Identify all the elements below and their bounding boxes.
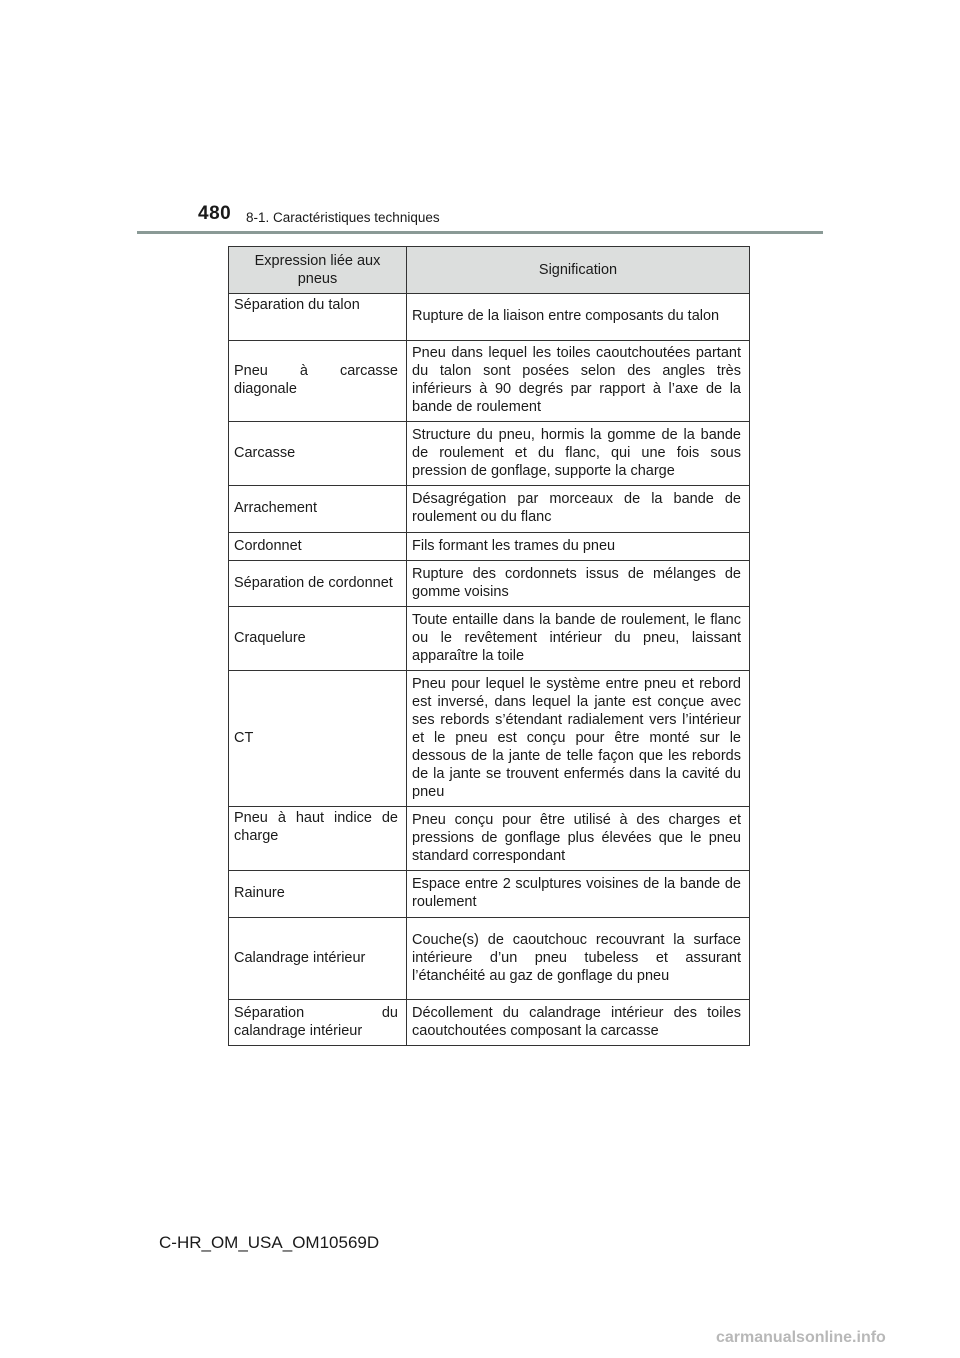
term-cell: Séparation du talon <box>229 294 407 341</box>
term-cell: Cordonnet <box>229 533 407 561</box>
term-cell: Arrachement <box>229 486 407 533</box>
term-cell: Calandrage intérieur <box>229 918 407 1000</box>
table-row <box>229 533 750 561</box>
definition-cell: Pneu pour lequel le système entre pneu et rebord est inversé, dans lequel la jante est conçue avec ses rebords s’étendant radialement vers l’intérieur et le pneu est conçu pour être monté sur le dessous de la jante de telle façon que les rebords de la jante se trouvent enfermés dans la cavité du pneu <box>407 671 750 807</box>
definition-cell: Désagrégation par morceaux de la bande de roulement ou du flanc <box>407 486 750 533</box>
watermark: carmanualsonline.info <box>716 1329 886 1346</box>
tire-terms-table <box>228 246 750 1046</box>
table-row <box>229 561 750 607</box>
definition-cell: Rupture des cordonnets issus de mélanges de gomme voisins <box>407 561 750 607</box>
table-row <box>229 607 750 671</box>
table-row <box>229 871 750 918</box>
document-id: C-HR_OM_USA_OM10569D <box>159 1233 380 1252</box>
definition-cell: Espace entre 2 sculptures voisines de la bande de roulement <box>407 871 750 918</box>
definition-cell: Couche(s) de caoutchouc recouvrant la surface intérieure d’un pneu tubeless et assurant l’étanchéité au gaz de gonflage du pneu <box>407 918 750 1000</box>
definition-cell: Décollement du calandrage intérieur des toiles caoutchoutées composant la carcasse <box>407 1000 750 1046</box>
definition-cell: Toute entaille dans la bande de roulement, le flanc ou le revêtement intérieur du pneu, laissant apparaître la toile <box>407 607 750 671</box>
column-header-term: Expression liée aux pneus <box>229 247 407 294</box>
table-row <box>229 807 750 871</box>
section-title: 8-1. Caractéristiques techniques <box>246 210 440 225</box>
term-cell: CT <box>229 671 407 807</box>
term-cell: Pneu à haut indice de charge <box>229 807 407 871</box>
table-header-row <box>229 247 750 294</box>
table-row <box>229 1000 750 1046</box>
term-cell: Séparation de cordonnet <box>229 561 407 607</box>
table-row <box>229 341 750 422</box>
definition-cell: Fils formant les trames du pneu <box>407 533 750 561</box>
table-row <box>229 918 750 1000</box>
term-cell: Rainure <box>229 871 407 918</box>
definition-cell: Rupture de la liaison entre composants du talon <box>407 294 750 341</box>
term-cell: Carcasse <box>229 422 407 486</box>
table-row <box>229 294 750 341</box>
page-number: 480 <box>198 203 232 224</box>
definition-cell: Structure du pneu, hormis la gomme de la bande de roulement et du flanc, qui une fois sous pression de gonflage, supporte la charge <box>407 422 750 486</box>
table-row <box>229 671 750 807</box>
table-row <box>229 486 750 533</box>
term-cell: Craquelure <box>229 607 407 671</box>
column-header-definition: Signification <box>407 247 750 294</box>
definition-cell: Pneu dans lequel les toiles caoutchoutées partant du talon sont posées selon des angles très inférieurs à 90 degrés par rapport à l’axe de la bande de roulement <box>407 341 750 422</box>
header-divider <box>137 231 823 234</box>
definition-cell: Pneu conçu pour être utilisé à des charges et pressions de gonflage plus élevées que le pneu standard correspondant <box>407 807 750 871</box>
term-cell: Pneu à carcasse diagonale <box>229 341 407 422</box>
table-row <box>229 422 750 486</box>
term-cell: Séparation du calandrage intérieur <box>229 1000 407 1046</box>
